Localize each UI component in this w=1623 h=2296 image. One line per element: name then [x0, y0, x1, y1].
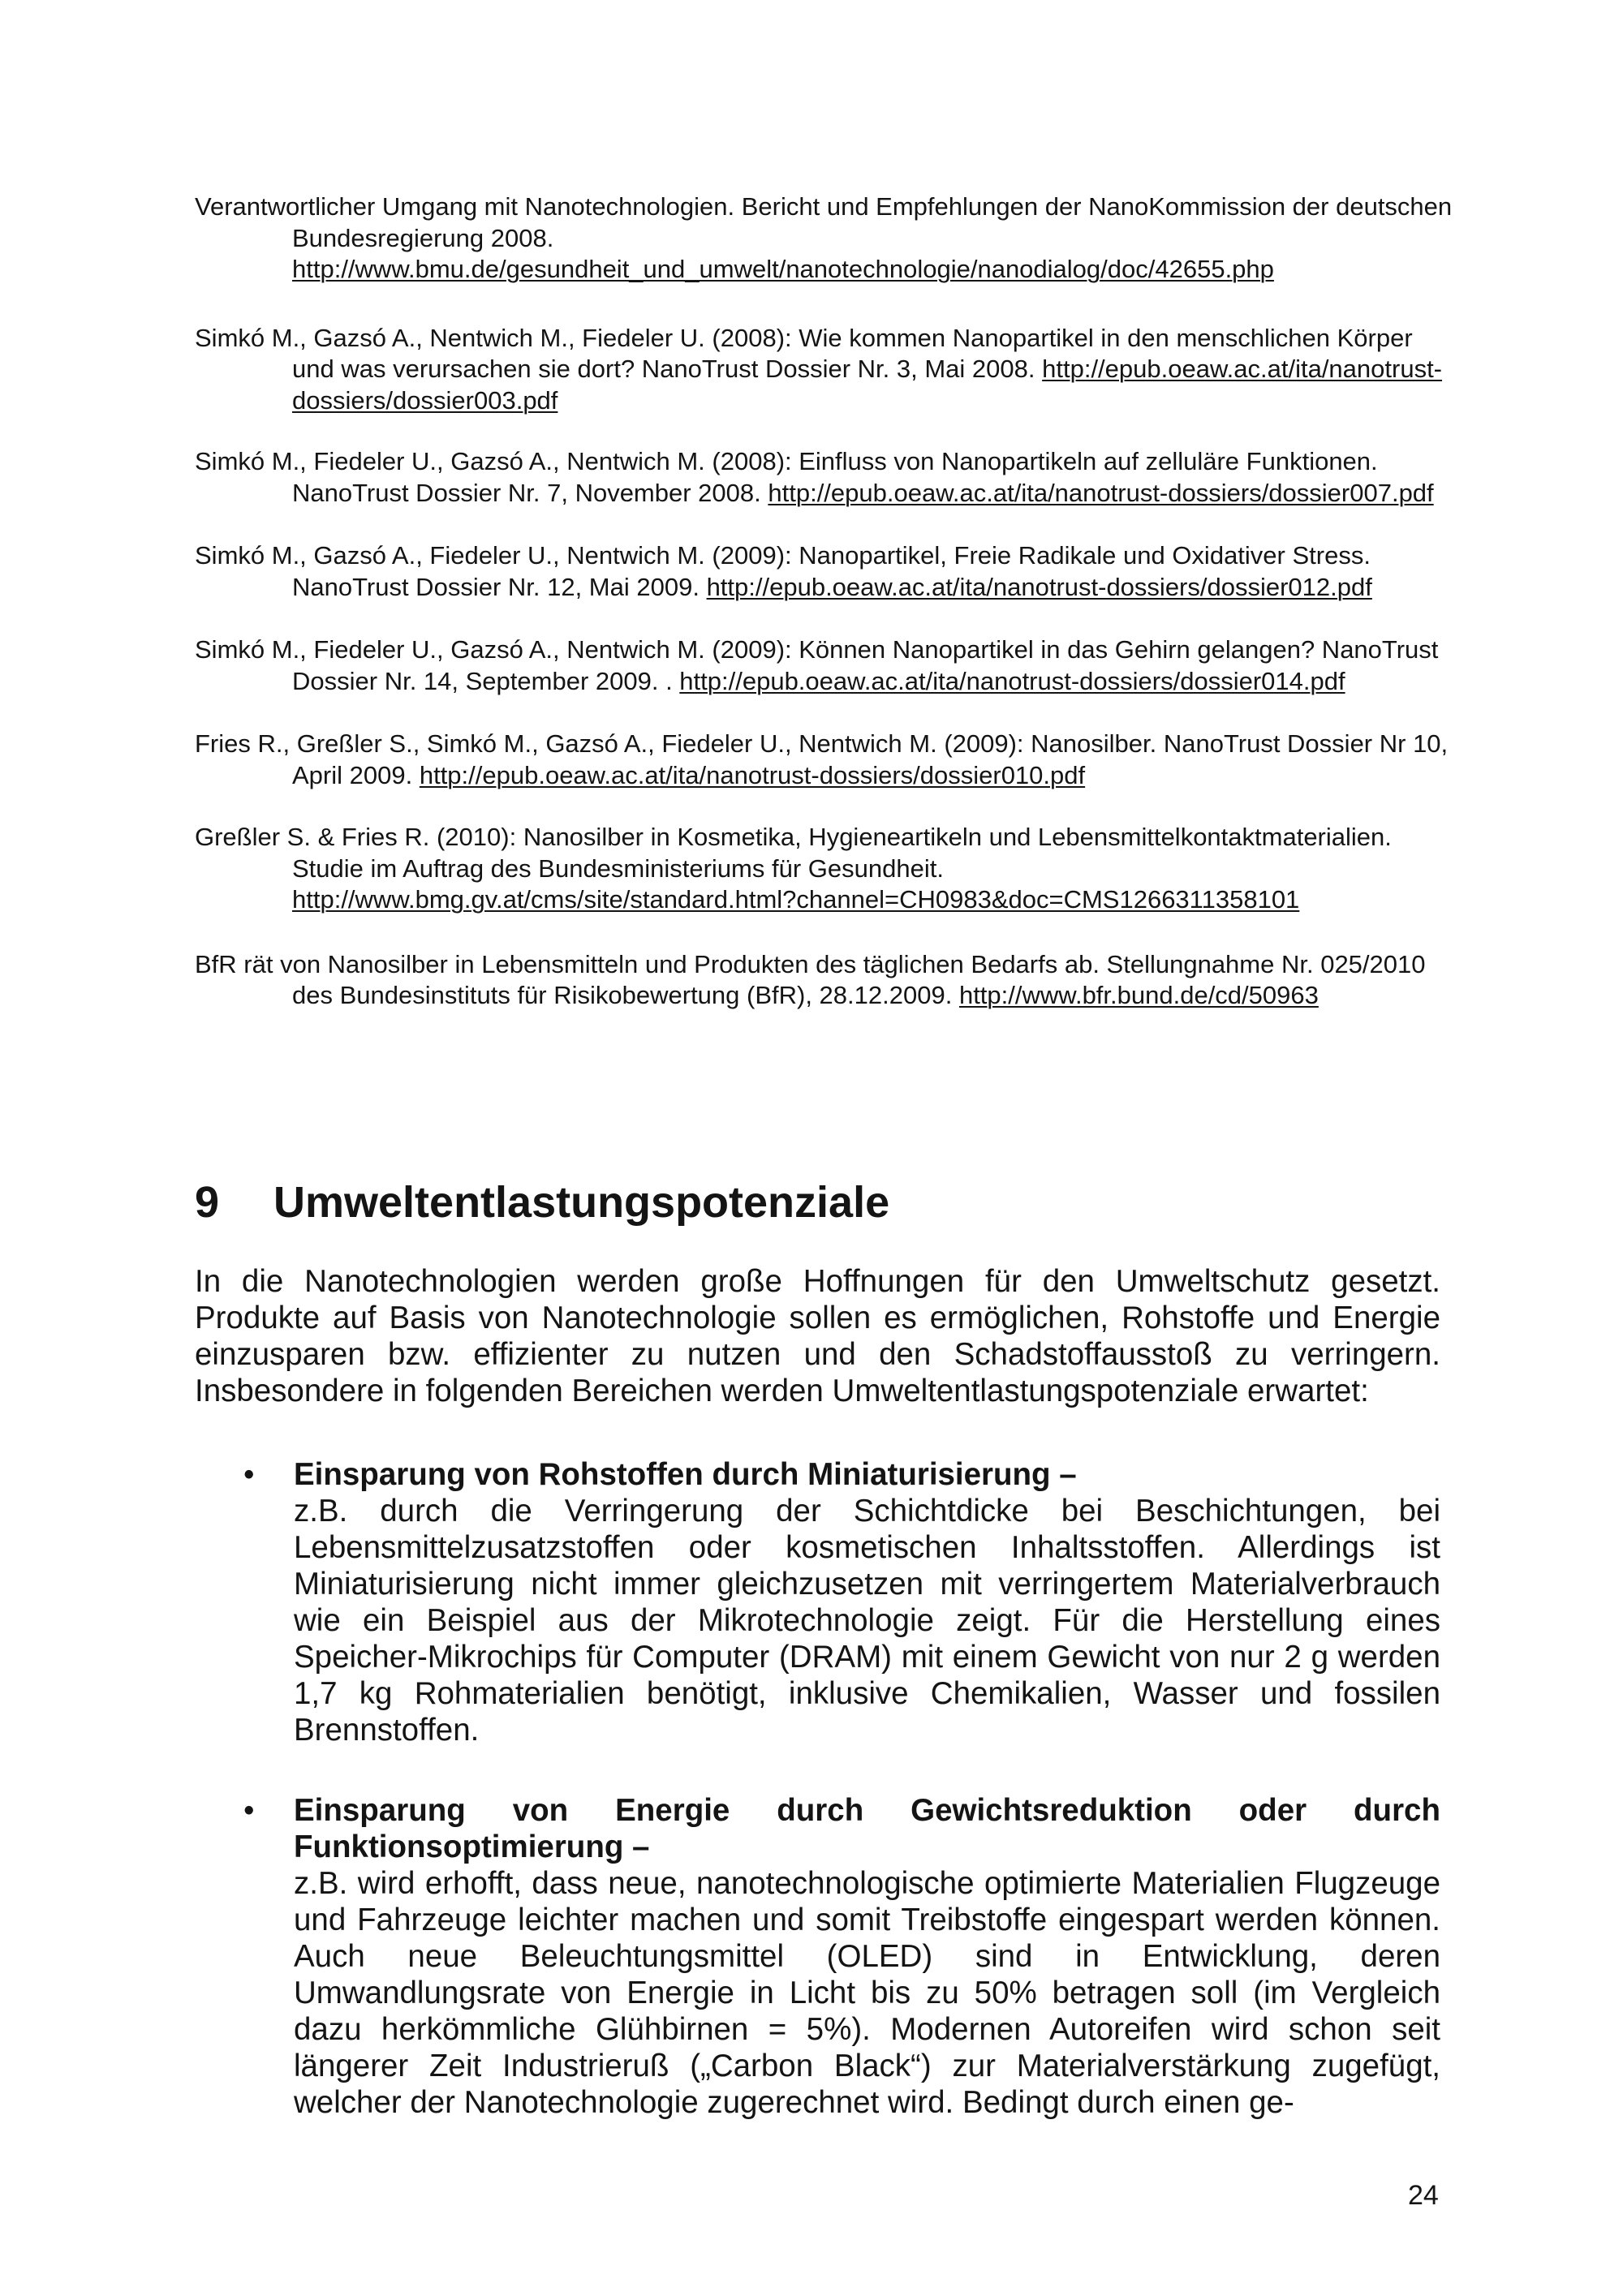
bullet-title-continued: Funktionsoptimierung –: [294, 1829, 650, 1864]
reference-text: Fries R., Greßler S., Simkó M., Gazsó A., Fiedeler U., Nentwich M. (2009): Nanosilber. NanoTrust Dossier Nr 10, April 2009.: [195, 729, 1449, 789]
reference-link[interactable]: http://epub.oeaw.ac.at/ita/nanotrust-dossiers/dossier012.pdf: [706, 572, 1372, 601]
bullet-icon: •: [243, 1457, 255, 1492]
reference-link[interactable]: http://epub.oeaw.ac.at/ita/nanotrust-dossiers/dossier010.pdf: [419, 760, 1086, 789]
bullet-body: z.B. wird erhofft, dass neue, nanotechnologische optimierte Materialien Flugzeuge und Fahrzeuge leichter machen und somit Treibstoffe eingespart werden können. Auch neue Beleuchtungsmittel (OLED) sind in Entwicklung, deren Umwandlungsrate von Energie in Licht bis zu 50% betragen soll (im Vergleich dazu herkömmliche Glühbirnen = 5%). Modernen Autoreifen wird schon seit längerer Zeit Industrieruß („Carbon Black“) zur Materialverstärkung zugefügt, welcher der Nanotechnologie zugerechnet wird. Bedingt durch einen ge-: [294, 1866, 1440, 2120]
reference-text: Simkó M., Fiedeler U., Gazsó A., Nentwich M. (2008): Einfluss von Nanopartikeln auf zelluläre Funktionen. NanoTrust Dossier Nr. 7, November 2008.: [195, 447, 1378, 507]
reference-text: Verantwortlicher Umgang mit Nanotechnologien. Bericht und Empfehlungen der NanoKommission der deutschen Bundesregierung 2008.: [195, 192, 1453, 252]
section-number: 9: [195, 1178, 220, 1227]
reference-entry: [195, 191, 1453, 286]
bullet-item: [195, 1456, 1440, 1748]
reference-link[interactable]: http://epub.oeaw.ac.at/ita/nanotrust-dossiers/dossier007.pdf: [768, 478, 1434, 507]
reference-entry: [195, 822, 1453, 916]
reference-entry: [195, 446, 1453, 509]
reference-link[interactable]: http://www.bmu.de/gesundheit_und_umwelt/nanotechnologie/nanodialog/doc/42655.php: [292, 255, 1274, 283]
section-title: Umweltentlastungspotenziale: [273, 1178, 890, 1227]
reference-entry: [195, 634, 1453, 697]
reference-link[interactable]: http://www.bfr.bund.de/cd/50963: [958, 981, 1319, 1009]
reference-list: [195, 191, 1453, 1044]
bullet-list: [195, 1456, 1440, 2121]
reference-text: BfR rät von Nanosilber in Lebensmitteln und Produkten des täglichen Bedarfs ab. Stellungnahme Nr. 025/2010 des Bundesinstituts für Risikobewertung (BfR), 28.12.2009.: [195, 949, 1426, 1009]
bullet-icon: •: [243, 1793, 255, 1828]
reference-text: Simkó M., Gazsó A., Nentwich M., Fiedeler U. (2008): Wie kommen Nanopartikel in den menschlichen Körper und was verursachen sie dort? NanoTrust Dossier Nr. 3, Mai 2008.: [195, 323, 1413, 383]
reference-entry: [195, 949, 1453, 1012]
reference-entry: [195, 540, 1453, 603]
bullet-title: Einsparung von Energie durch Gewichtsreduktion oder durch: [294, 1793, 1440, 1828]
bullet-item: [195, 1792, 1440, 2121]
intro-paragraph: In die Nanotechnologien werden große Hoffnungen für den Umweltschutz gesetzt. Produkte auf Basis von Nanotechnologie sollen es ermöglichen, Rohstoffe und Energie einzusparen bzw. effizienter zu nutzen und den Schadstoffausstoß zu verringern. Insbesondere in folgenden Bereichen werden Umweltentlastungspotenziale erwartet:: [195, 1264, 1440, 1408]
reference-entry: [195, 729, 1453, 791]
reference-text: Greßler S. & Fries R. (2010): Nanosilber in Kosmetika, Hygieneartikeln und Lebensmittelkontaktmaterialien. Studie im Auftrag des Bundesministeriums für Gesundheit.: [195, 823, 1392, 883]
reference-entry: [195, 323, 1453, 417]
bullet-body: z.B. durch die Verringerung der Schichtdicke bei Beschichtungen, bei Lebensmittelzusatzstoffen oder kosmetischen Inhaltsstoffen. Allerdings ist Miniaturisierung nicht immer gleichzusetzen mit verringertem Materialverbrauch wie ein Beispiel aus der Mikrotechnologie zeigt. Für die Herstellung eines Speicher-Mikrochips für Computer (DRAM) mit einem Gewicht von nur 2 g werden 1,7 kg Rohmaterialien benötigt, inklusive Chemikalien, Wasser und fossilen Brennstoffen.: [294, 1494, 1440, 1748]
reference-link[interactable]: http://www.bmg.gv.at/cms/site/standard.html?channel=CH0983&doc=CMS1266311358101: [292, 885, 1300, 914]
reference-link[interactable]: http://epub.oeaw.ac.at/ita/nanotrust-dossiers/dossier014.pdf: [679, 666, 1345, 695]
bullet-title: Einsparung von Rohstoffen durch Miniaturisierung –: [294, 1457, 1077, 1492]
reference-text: Simkó M., Gazsó A., Fiedeler U., Nentwich M. (2009): Nanopartikel, Freie Radikale und Oxidativer Stress. NanoTrust Dossier Nr. 12, Mai 2009.: [195, 541, 1371, 601]
reference-link[interactable]: http://epub.oeaw.ac.at/ita/nanotrust-dossiers/dossier003.pdf: [292, 355, 1443, 415]
page-number: 24: [1408, 2180, 1439, 2211]
section-heading: [195, 1176, 889, 1228]
reference-text: Simkó M., Fiedeler U., Gazsó A., Nentwich M. (2009): Können Nanopartikel in das Gehirn gelangen? NanoTrust Dossier Nr. 14, September 2009. .: [195, 635, 1439, 695]
